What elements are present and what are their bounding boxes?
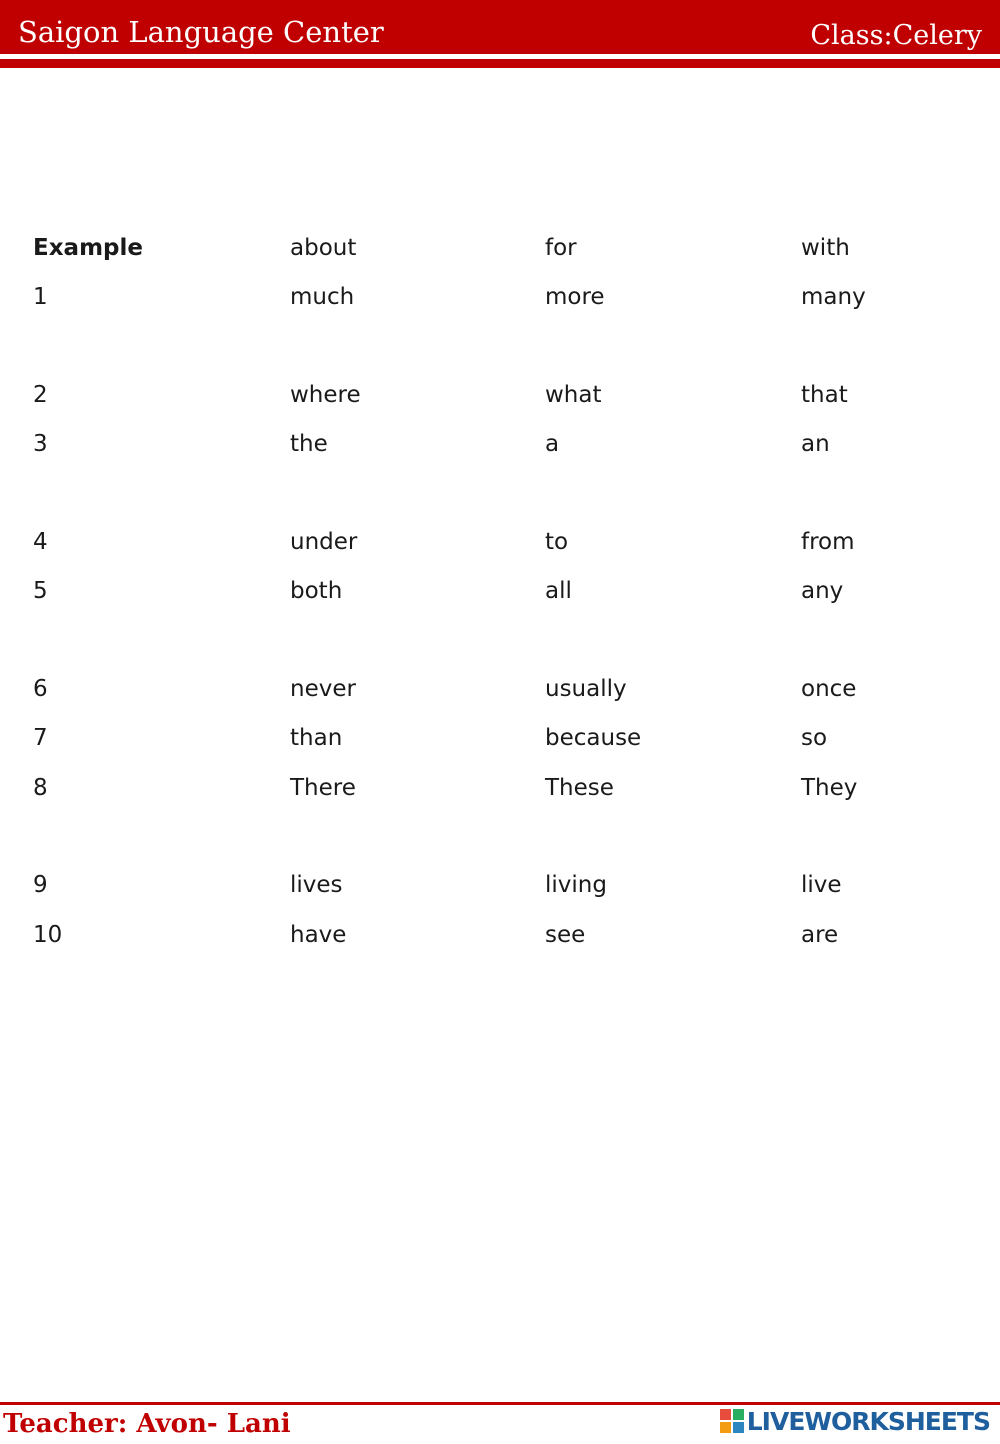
table-row xyxy=(0,522,1000,562)
option-c: an xyxy=(801,431,830,457)
option-a: lives xyxy=(290,872,343,898)
liveworksheets-logo xyxy=(720,1404,990,1438)
table-row xyxy=(0,768,1000,808)
class-label: Class:Celery xyxy=(810,20,982,51)
row-number: 8 xyxy=(33,775,48,801)
option-a: under xyxy=(290,529,358,555)
row-number: 3 xyxy=(33,431,48,457)
option-c: They xyxy=(801,775,858,801)
row-number: 2 xyxy=(33,382,48,408)
option-a: about xyxy=(290,235,357,261)
option-a: both xyxy=(290,578,343,604)
option-b: what xyxy=(545,382,602,408)
option-b: These xyxy=(545,775,614,801)
option-c: with xyxy=(801,235,850,261)
table-row xyxy=(0,571,1000,611)
table-row xyxy=(0,865,1000,905)
option-a: much xyxy=(290,284,355,310)
option-b: see xyxy=(545,922,586,948)
option-c: that xyxy=(801,382,848,408)
option-a: never xyxy=(290,676,356,702)
option-b: usually xyxy=(545,676,627,702)
table-row xyxy=(0,277,1000,317)
option-b: because xyxy=(545,725,642,751)
table-row xyxy=(0,375,1000,415)
option-b: a xyxy=(545,431,560,457)
option-a: the xyxy=(290,431,328,457)
table-row xyxy=(0,228,1000,268)
option-a: than xyxy=(290,725,343,751)
option-c: so xyxy=(801,725,828,751)
row-number: 5 xyxy=(33,578,48,604)
option-c: live xyxy=(801,872,842,898)
row-number: 4 xyxy=(33,529,48,555)
option-c: many xyxy=(801,284,866,310)
row-number: 7 xyxy=(33,725,48,751)
table-row xyxy=(0,718,1000,758)
school-name: Saigon Language Center xyxy=(18,15,384,49)
option-b: living xyxy=(545,872,607,898)
row-number: 9 xyxy=(33,872,48,898)
option-c: from xyxy=(801,529,855,555)
liveworksheets-icon xyxy=(720,1409,744,1433)
header-divider xyxy=(0,59,1000,68)
row-number: Example xyxy=(33,235,143,261)
brand-name: LIVEWORKSHEETS xyxy=(746,1406,990,1436)
row-number: 6 xyxy=(33,676,48,702)
option-b: more xyxy=(545,284,605,310)
option-c: are xyxy=(801,922,839,948)
option-a: There xyxy=(290,775,356,801)
option-c: once xyxy=(801,676,857,702)
option-a: have xyxy=(290,922,347,948)
row-number: 10 xyxy=(33,922,63,948)
table-row xyxy=(0,915,1000,955)
option-b: all xyxy=(545,578,572,604)
option-a: where xyxy=(290,382,361,408)
table-row xyxy=(0,669,1000,709)
row-number: 1 xyxy=(33,284,48,310)
teacher-name: Teacher: Avon- Lani xyxy=(3,1409,291,1439)
option-b: to xyxy=(545,529,569,555)
option-c: any xyxy=(801,578,844,604)
table-row xyxy=(0,424,1000,464)
option-b: for xyxy=(545,235,577,261)
